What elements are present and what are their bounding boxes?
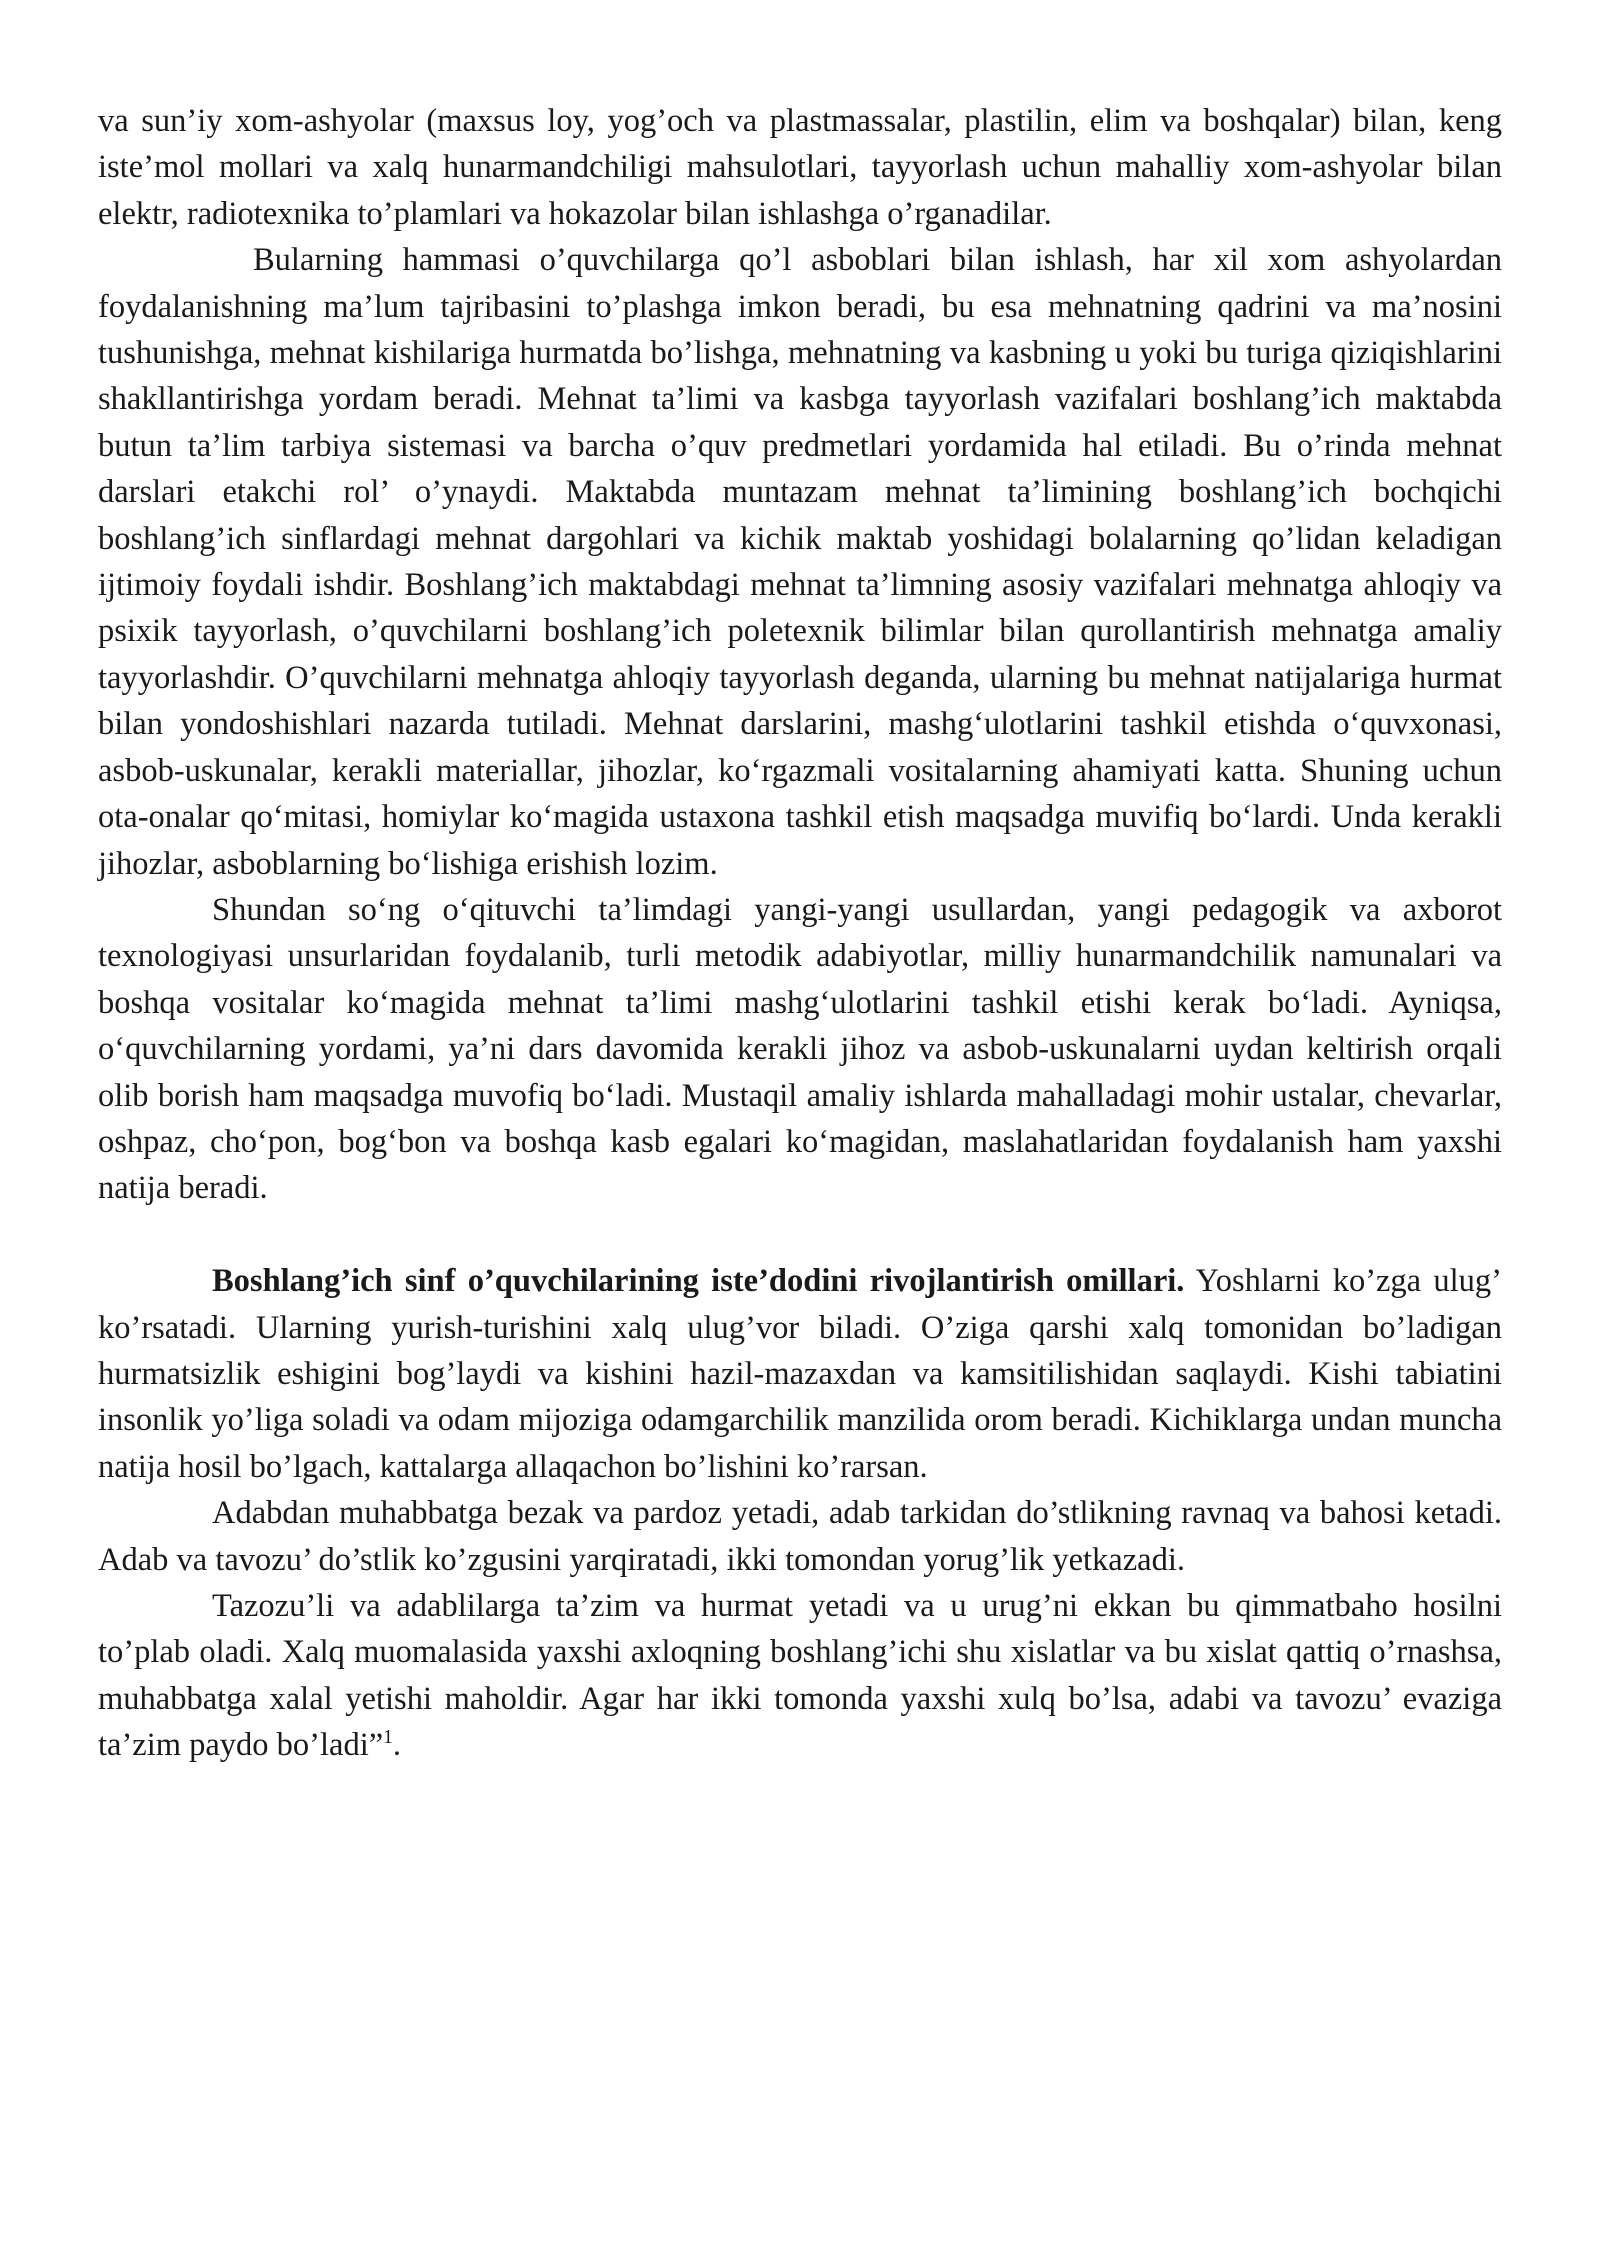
paragraph-text: Tazozu’li va adablilarga ta’zim va hurmat yetadi va u urug’ni ekkan bu qimmatbaho hosilni to’plab oladi. Xalq muomalasida yaxshi axloqning boshlang’ichi shu xislatlar va bu xislat qattiq o’rnashsa, muhabbatga xalal yetishi maholdir. Agar har ikki tomonda yaxshi xulq bo’lsa, adabi va tavozu’ evaziga ta’zim paydo bo’ladi” xyxy=(98,1587,1502,1764)
paragraph-3 xyxy=(98,887,1502,1212)
section-heading: Boshlang’ich sinf o’quvchilarining iste’dodini rivojlantirish omillari. xyxy=(212,1263,1185,1300)
paragraph-text: va sun’iy xom-ashyolar (maxsus loy, yog’och va plastmassalar, plastilin, elim va boshqalar) bilan, keng iste’mol mollari va xalq hunarmandchiligi mahsulotlari, tayyorlash uchun mahalliy xom-ashyolar bilan elektr, radiotexnika to’plamlari va hokazolar bilan ishlashga o’rganadilar. xyxy=(98,103,1502,232)
paragraph-1 xyxy=(98,98,1502,237)
paragraph-end-punctuation: . xyxy=(392,1727,402,1764)
paragraph-text: Bularning hammasi o’quvchilarga qo’l asboblari bilan ishlash, har xil xom ashyolardan foydalanishning ma’lum tajribasini to’plashga imkon beradi, bu esa mehnatning qadrini va ma’nosini tushunishga, mehnat kishilariga hurmatda bo’lishga, mehnatning va kasbning u yoki bu turiga qiziqishlarini shakllantirishga yordam beradi. Mehnat ta’limi va kasbga tayyorlash vazifalari boshlang’ich maktabda butun ta’lim tarbiya sistemasi va barcha o’quv predmetlari yordamida hal etiladi. Bu o’rinda mehnat darslari etakchi rol’ o’ynaydi. Maktabda muntazam mehnat ta’limining boshlang’ich bochqichi boshlang’ich sinflardagi mehnat dargohlari va kichik maktab yoshidagi bolalarning qo’lidan keladigan ijtimoiy foydali ishdir. Boshlang’ich maktabdagi mehnat ta’limning asosiy vazifalari mehnatga ahloqiy va psixik tayyorlash, o’quvchilarni boshlang’ich poletexnik bilimlar bilan qurollantirish mehnatga amaliy tayyorlashdir. O’quvchilarni mehnatga ahloqiy tayyorlash deganda, ularning bu mehnat natijalariga hurmat bilan yondoshishlari nazarda tutiladi. Mehnat darslarini, mashg‘ulotlarini tashkil etishda o‘quvxonasi, asbob-uskunalar, kerakli materiallar, jihozlar, ko‘rgazmali vositalarning ahamiyati katta. Shuning uchun ota-onalar qo‘mitasi, homiylar ko‘magida ustaxona tashkil etish maqsadga muvifiq bo‘lardi. Unda kerakli jihozlar, asboblarning bo‘lishiga erishish lozim. xyxy=(98,242,1502,882)
paragraph-text: Yoshlarni ko’zga ulug’ ko’rsatadi. Ularning yurish-turishini xalq ulug’vor biladi. O’ziga qarshi xalq tomonidan bo’ladigan hurmatsizlik eshigini bog’laydi va kishini hazil-mazaxdan va kamsitilishidan saqlaydi. Kishi tabiatini insonlik yo’liga soladi va odam mijoziga odamgarchilik manzilida orom beradi. Kichiklarga undan muncha natija hosil bo’lgach, kattalarga allaqachon bo’lishini ko’rarsan. xyxy=(98,1263,1502,1485)
paragraph-5 xyxy=(98,1490,1502,1583)
paragraph-text: Adabdan muhabbatga bezak va pardoz yetadi, adab tarkidan do’stlikning ravnaq va bahosi ketadi. Adab va tavozu’ do’stlik ko’zgusini yarqiratadi, ikki tomondan yorug’lik yetkazadi. xyxy=(98,1495,1502,1578)
paragraph-text: Shundan so‘ng o‘qituvchi ta’limdagi yangi-yangi usullardan, yangi pedagogik va axborot texnologiyasi unsurlaridan foydalanib, turli metodik adabiyotlar, milliy hunarmandchilik namunalari va boshqa vositalar ko‘magida mehnat ta’limi mashg‘ulotlarini tashkil etishi kerak bo‘ladi. Ayniqsa, o‘quvchilarning yordami, ya’ni dars davomida kerakli jihoz va asbob-uskunalarni uydan keltirish orqali olib borish ham maqsadga muvofiq bo‘ladi. Mustaqil amaliy ishlarda mahalladagi mohir ustalar, chevarlar, oshpaz, cho‘pon, bog‘bon va boshqa kasb egalari ko‘magidan, maslahatlaridan foydalanish ham yaxshi natija beradi. xyxy=(98,891,1502,1207)
paragraph-6 xyxy=(98,1583,1502,1769)
paragraph-2 xyxy=(98,237,1502,887)
section-paragraph xyxy=(98,1258,1502,1490)
footnote-marker[interactable]: 1 xyxy=(383,1727,393,1749)
paragraph-spacer xyxy=(98,1212,1502,1258)
document-page xyxy=(98,98,1502,1769)
